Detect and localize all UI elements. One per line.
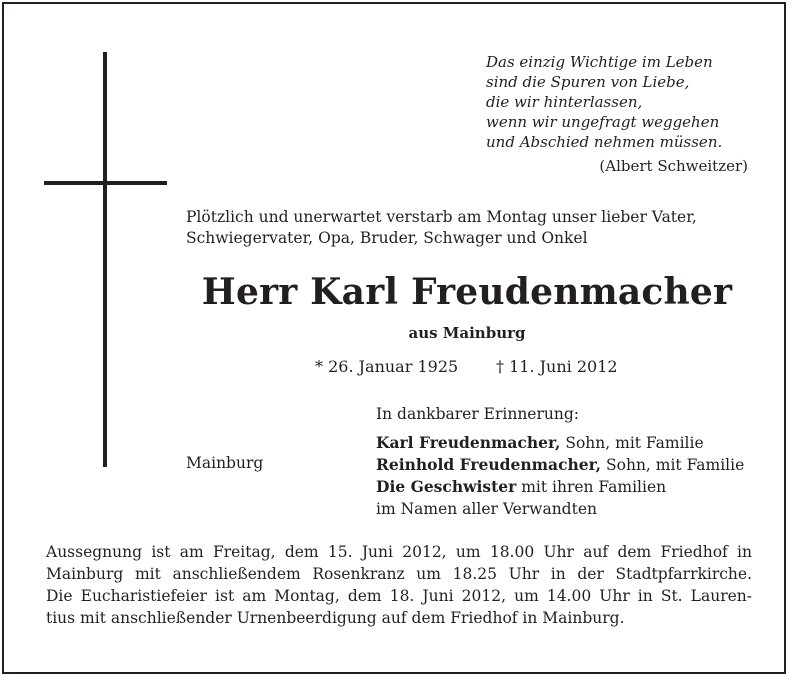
mourner-relation: Sohn, mit Familie [601,456,745,474]
mourner-name: Reinhold Freudenmacher, [376,455,602,474]
mourner-entry [376,432,744,454]
cross-horizontal-bar [44,181,167,185]
intro-line: Schwiegervater, Opa, Bruder, Schwager und Onkel [186,229,588,247]
funeral-line: Aussegnung ist am Freitag, dem 15. Juni 2012, um 18.00 Uhr auf dem Friedhof in [46,543,752,561]
quote-line: sind die Spuren von Liebe, [486,73,690,91]
mourner-name: Karl Freudenmacher, [376,433,561,452]
cross-vertical-bar [103,52,107,467]
mourner-entry [376,476,744,498]
quote-line: wenn wir ungefragt weggehen [486,113,720,131]
funeral-line: Mainburg mit anschließendem Rosenkranz um 18.25 Uhr in der Stadtpfarrkirche. [46,565,752,583]
mourner-relation: mit ihren Familien [516,478,667,496]
memory-heading: In dankbarer Erinnerung: [376,405,579,423]
mourner-relation: Sohn, mit Familie [560,434,704,452]
quote-line: und Abschied nehmen müssen. [486,133,723,151]
death-date: † 11. Juni 2012 [496,357,618,376]
intro-line: Plötzlich und unerwartet verstarb am Montag unser lieber Vater, [186,208,697,226]
quote-line: die wir hinterlassen, [486,93,643,111]
quote-block [486,52,748,176]
birth-date: * 26. Januar 1925 [315,357,459,376]
funeral-details [46,541,752,629]
mourners-place: Mainburg [186,454,264,472]
mourner-relation: im Namen aller Verwandten [376,500,597,518]
quote-author: (Albert Schweitzer) [599,157,748,175]
quote-line: Das einzig Wichtige im Leben [486,53,713,71]
mourners-list [376,432,744,520]
mourner-entry [376,498,744,520]
funeral-line: Die Eucharistiefeier ist am Montag, dem 18. Juni 2012, um 14.00 Uhr in St. Lauren- [46,587,752,605]
mourner-name: Die Geschwister [376,477,517,496]
deceased-origin: aus Mainburg [408,324,526,342]
deceased-name: Herr Karl Freudenmacher [201,271,733,313]
mourner-entry [376,454,744,476]
intro-text [186,207,756,249]
funeral-line: tius mit anschließender Urnenbeerdigung auf dem Friedhof in Mainburg. [46,609,625,627]
